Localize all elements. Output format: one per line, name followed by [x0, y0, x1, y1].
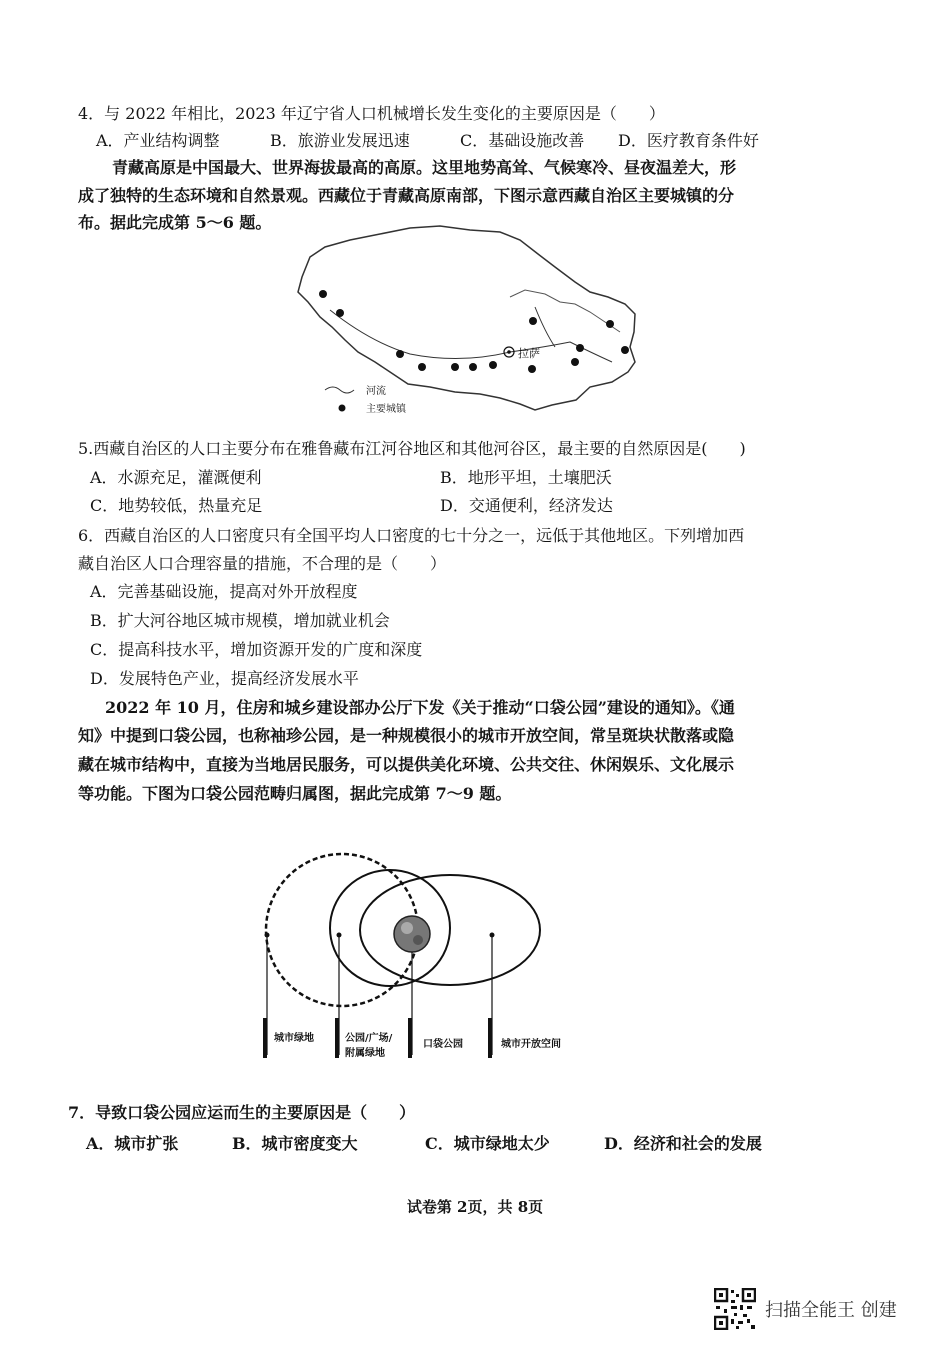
town-dot — [529, 317, 537, 325]
q5-option-c: C．地势较低，热量充足 — [90, 496, 263, 515]
river-branch — [535, 307, 555, 347]
town-dot — [319, 290, 327, 298]
passage1-line-1: 青藏高原是中国最大、世界海拔最高的高原。这里地势高耸、气候寒冷、昼夜温差大，形 — [112, 158, 737, 177]
page-footer: 试卷第 2页，共 8页 — [406, 1198, 544, 1216]
legend-river-label: 河流 — [366, 386, 386, 397]
label-open-space: 城市开放空间 — [501, 1039, 561, 1050]
town-dot — [528, 365, 536, 373]
town-dot — [469, 363, 477, 371]
q4-option-a: A．产业结构调整 — [96, 131, 220, 150]
label-urban-green: 城市绿地 — [274, 1033, 314, 1044]
river-line — [330, 310, 612, 362]
q7-option-b: B．城市密度变大 — [232, 1134, 358, 1153]
town-dots — [319, 290, 629, 373]
passage2-line-1: 2022 年 10 月，住房和城乡建设部办公厅下发《关于推动“口袋公园”建设的通知》。《通 — [105, 698, 735, 717]
q7-option-d: D．经济和社会的发展 — [604, 1134, 762, 1153]
q6-stem-line-1: 6．西藏自治区的人口密度只有全国平均人口密度的七十分之一，远低于其他地区。下列增加西 — [78, 526, 745, 545]
passage1-line-2: 成了独特的生态环境和自然景观。西藏位于青藏高原南部，下图示意西藏自治区主要城镇的分 — [78, 186, 735, 205]
town-dot — [418, 363, 426, 371]
q4-option-c: C．基础设施改善 — [460, 131, 585, 150]
town-dot — [576, 344, 584, 352]
passage2-line-3: 藏在城市结构中，直接为当地居民服务，可以提供美化环境、公共交往、休闲娱乐、文化展示 — [78, 755, 735, 774]
label-pocket-park: 口袋公园 — [423, 1039, 463, 1050]
pocket-park-venn-diagram — [255, 840, 590, 1065]
q4-option-b: B．旅游业发展迅速 — [270, 131, 410, 150]
q6-option-c: C．提高科技水平，增加资源开发的广度和深度 — [90, 640, 423, 659]
town-dot — [396, 350, 404, 358]
town-dot — [336, 309, 344, 317]
legend-town-label: 主要城镇 — [366, 404, 406, 415]
q6-stem-line-2: 藏自治区人口合理容量的措施，不合理的是（ ） — [78, 554, 447, 573]
q5-option-b: B．地形平坦，土壤肥沃 — [440, 468, 612, 487]
passage2-line-2: 知》中提到口袋公园，也称袖珍公园，是一种规模很小的城市开放空间，常呈斑块状散落或隐 — [78, 726, 735, 745]
q7-stem: 7．导致口袋公园应运而生的主要原因是（ ） — [68, 1103, 416, 1122]
town-dot — [606, 320, 614, 328]
q4-option-d: D．医疗教育条件好 — [618, 131, 759, 150]
lhasa-label: 拉萨 — [518, 347, 540, 360]
town-dot — [489, 361, 497, 369]
town-dot — [621, 346, 629, 354]
passage1-line-3: 布。据此完成第 5～6 题。 — [78, 213, 272, 232]
q5-stem: 5.西藏自治区的人口主要分布在雅鲁藏布江河谷地区和其他河谷区，最主要的自然原因是( ) — [78, 439, 746, 458]
qr-code-icon — [714, 1288, 756, 1330]
q6-option-a: A．完善基础设施，提高对外开放程度 — [90, 582, 358, 601]
legend-river-symbol — [325, 387, 354, 393]
tibet-towns-map — [290, 222, 640, 417]
q5-option-d: D．交通便利，经济发达 — [440, 496, 613, 515]
passage2-line-4: 等功能。下图为口袋公园范畴归属图，据此完成第 7～9 题。 — [78, 784, 512, 803]
park-plaza-ellipse — [330, 870, 450, 986]
town-dot — [571, 358, 579, 366]
q7-option-c: C．城市绿地太少 — [425, 1134, 550, 1153]
q5-option-a: A．水源充足，灌溉便利 — [90, 468, 262, 487]
legend-town-symbol — [339, 405, 346, 412]
label-attached-green: 附属绿地 — [345, 1048, 385, 1059]
label-park-plaza: 公园/广场/ — [345, 1033, 393, 1044]
scanner-watermark: 扫描全能王 创建 — [765, 1300, 897, 1321]
q4-stem: 4．与 2022 年相比，2023 年辽宁省人口机械增长发生变化的主要原因是（ ） — [78, 104, 665, 123]
pocket-park-image — [394, 916, 430, 952]
q6-option-d: D．发展特色产业，提高经济发展水平 — [90, 669, 359, 688]
q6-option-b: B．扩大河谷地区城市规模，增加就业机会 — [90, 611, 390, 630]
q7-option-a: A．城市扩张 — [86, 1134, 179, 1153]
tibet-outline — [298, 226, 635, 410]
town-dot — [451, 363, 459, 371]
